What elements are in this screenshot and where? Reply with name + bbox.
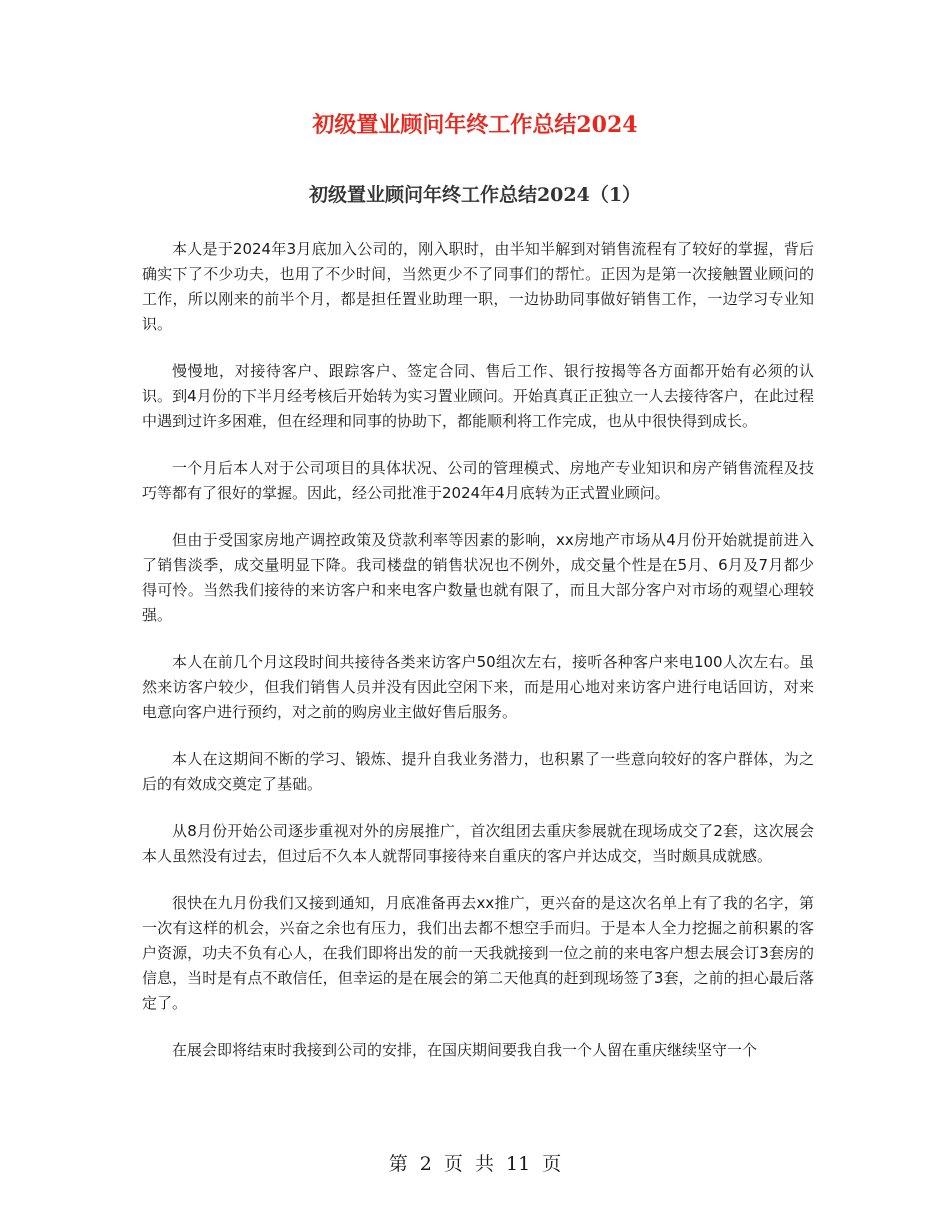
paragraph-3: 一个月后本人对于公司项目的具体状况、公司的管理模式、房地产专业知识和房产销售流程及技巧等都有了很好的掌握。因此，经公司批准于2024年4月底转为正式置业顾问。: [142, 459, 814, 502]
paragraph-5: 本人在前几个月这段时间共接待各类来访客户50组次左右，接听各种客户来电100人次左右。虽然来访客户较少，但我们销售人员并没有因此空闲下来，而是用心地对来访客户进行电话回访，对来电意向客户进行预约，对之前的购房业主做好售后服务。: [142, 653, 814, 721]
page-number-footer: 第 2 页 共 11 页: [388, 1153, 562, 1175]
document-body: [142, 237, 814, 1085]
paragraph-7: 从8月份开始公司逐步重视对外的房展推广，首次组团去重庆参展就在现场成交了2套，这次展会本人虽然没有过去，但过后不久本人就帮同事接待来自重庆的客户并达成交，当时颇具成就感。: [142, 822, 814, 865]
paragraph-6: 本人在这期间不断的学习、锻炼、提升自我业务潜力，也积累了一些意向较好的客户群体，为之后的有效成交奠定了基础。: [142, 750, 814, 793]
document-subtitle: 初级置业顾问年终工作总结2024（1）: [308, 184, 642, 206]
paragraph-9: 在展会即将结束时我接到公司的安排，在国庆期间要我自我一个人留在重庆继续坚守一个: [172, 1041, 758, 1059]
paragraph-4: 但由于受国家房地产调控政策及贷款利率等因素的影响，xx房地产市场从4月份开始就提前进入了销售淡季，成交量明显下降。我司楼盘的销售状况也不例外，成交量个性是在5月、6月及7月都少得可怜。当然我们接待的来访客户和来电客户数量也就有限了，而且大部分客户对市场的观望心理较强。: [142, 531, 814, 624]
document-title: 初级置业顾问年终工作总结2024: [312, 112, 638, 138]
paragraph-8: 很快在九月份我们又接到通知，月底准备再去xx推广，更兴奋的是这次名单上有了我的名字，第一次有这样的机会，兴奋之余也有压力，我们出去都不想空手而归。于是本人全力挖掘之前积累的客户资源，功夫不负有心人，在我们即将出发的前一天我就接到一位之前的来电客户想去展会订3套房的信息，当时是有点不敢信任，但幸运的是在展会的第二天他真的赶到现场签了3套，之前的担心最后落定了。: [142, 894, 814, 1012]
paragraph-1: 本人是于2024年3月底加入公司的，刚入职时，由半知半解到对销售流程有了较好的掌握，背后确实下了不少功夫，也用了不少时间，当然更少不了同事们的帮忙。正因为是第一次接触置业顾问的工作，所以刚来的前半个月，都是担任置业助理一职，一边协助同事做好销售工作，一边学习专业知识。: [142, 240, 814, 333]
paragraph-2: 慢慢地，对接待客户、跟踪客户、签定合同、售后工作、银行按揭等各方面都开始有必须的认识。到4月份的下半月经考核后开始转为实习置业顾问。开始真真正正独立一人去接待客户，在此过程中遇到过许多困难，但在经理和同事的协助下，都能顺利将工作完成，也从中很快得到成长。: [142, 362, 814, 430]
